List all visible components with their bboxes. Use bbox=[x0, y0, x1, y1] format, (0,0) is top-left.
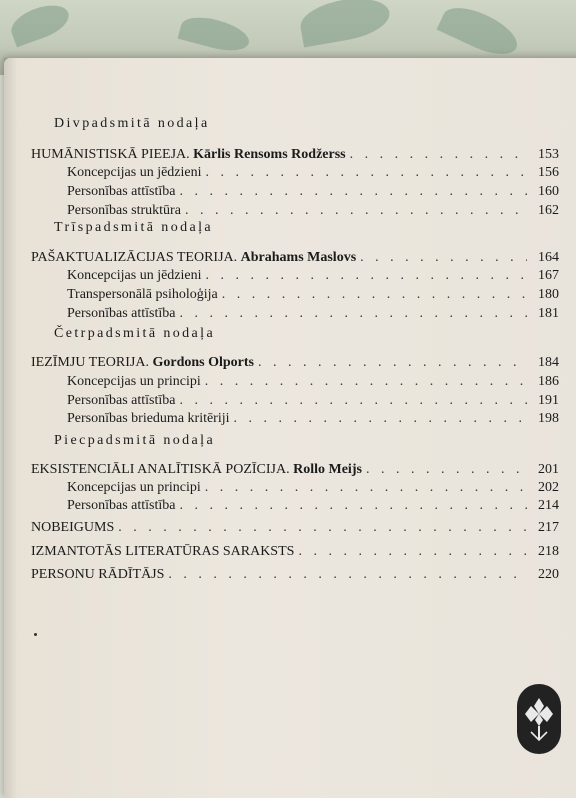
entry-title: Koncepcijas un jēdzieni bbox=[67, 165, 202, 180]
entry-author: Kārlis Rensoms Rodžerss bbox=[193, 147, 346, 162]
toc-subentry bbox=[67, 267, 559, 285]
page-number: 167 bbox=[538, 268, 559, 283]
page-number: 202 bbox=[538, 480, 559, 495]
leader-dots bbox=[206, 164, 527, 182]
page-number: 164 bbox=[538, 250, 559, 265]
toc-subentry bbox=[67, 202, 559, 220]
toc-entry bbox=[31, 249, 559, 267]
leader-dots bbox=[258, 354, 527, 372]
page-number: 198 bbox=[538, 411, 559, 426]
page-number: 181 bbox=[538, 306, 559, 321]
toc-entry bbox=[31, 566, 559, 584]
entry-title: IZMANTOTĀS LITERATŪRAS SARAKSTS bbox=[31, 544, 295, 559]
entry-title: IEZĪMJU TEORIJA. bbox=[31, 355, 149, 370]
toc-entry bbox=[31, 461, 559, 479]
leader-dots bbox=[350, 146, 527, 164]
entry-author: Abrahams Maslovs bbox=[240, 250, 357, 265]
page-number: 184 bbox=[538, 355, 559, 370]
entry-title: Koncepcijas un principi bbox=[67, 374, 201, 389]
leader-dots bbox=[205, 479, 527, 497]
entry-author: Gordons Olports bbox=[152, 355, 254, 370]
leader-dots bbox=[185, 202, 527, 220]
leader-dots bbox=[360, 249, 527, 267]
chapter-heading: Piecpadsmitā nodaļa bbox=[54, 433, 216, 448]
entry-title: NOBEIGUMS bbox=[31, 520, 115, 535]
entry-title: PERSONU RĀDĪTĀJS bbox=[31, 567, 165, 582]
entry-author: Rollo Meijs bbox=[293, 462, 362, 477]
leader-dots bbox=[234, 410, 527, 428]
entry-title: Personības attīstība bbox=[67, 498, 176, 513]
entry-title: Transpersonālā psiholoģija bbox=[67, 287, 218, 302]
toc-entry bbox=[31, 543, 559, 561]
toc-subentry bbox=[67, 164, 559, 182]
page-number: 162 bbox=[538, 203, 559, 218]
page-number: 153 bbox=[538, 147, 559, 162]
leader-dots bbox=[180, 183, 528, 201]
leader-dots bbox=[206, 267, 527, 285]
leader-dots bbox=[180, 305, 528, 323]
page-number: 201 bbox=[538, 462, 559, 477]
leader-dots bbox=[118, 519, 527, 537]
entry-title: HUMĀNISTISKĀ PIEEJA. bbox=[31, 147, 190, 162]
chapter-heading: Trīspadsmitā nodaļa bbox=[54, 220, 214, 235]
leader-dots bbox=[180, 392, 528, 410]
toc-subentry bbox=[67, 286, 559, 304]
leader-dots bbox=[180, 497, 528, 515]
leader-dots bbox=[366, 461, 527, 479]
page-number: 214 bbox=[538, 498, 559, 513]
chapter-heading: Divpadsmitā nodaļa bbox=[54, 116, 210, 131]
entry-title: Koncepcijas un principi bbox=[67, 480, 201, 495]
toc-subentry bbox=[67, 410, 559, 428]
entry-title: Personības attīstība bbox=[67, 306, 176, 321]
entry-title: EKSISTENCIĀLI ANALĪTISKĀ POZĪCIJA. bbox=[31, 462, 290, 477]
page-number: 186 bbox=[538, 374, 559, 389]
page-number: 218 bbox=[538, 544, 559, 559]
page-number: 160 bbox=[538, 184, 559, 199]
page-number: 191 bbox=[538, 393, 559, 408]
ink-speck bbox=[34, 633, 37, 636]
page-number: 217 bbox=[538, 520, 559, 535]
toc-entry bbox=[31, 146, 559, 164]
chapter-heading: Četrpadsmitā nodaļa bbox=[54, 326, 216, 341]
entry-title: Personības attīstība bbox=[67, 393, 176, 408]
entry-title: PAŠAKTUALIZĀCIJAS TEORIJA. bbox=[31, 250, 238, 265]
toc-subentry bbox=[67, 497, 559, 515]
page-number: 180 bbox=[538, 287, 559, 302]
toc-subentry bbox=[67, 373, 559, 391]
entry-title: Koncepcijas un jēdzieni bbox=[67, 268, 202, 283]
toc-entry bbox=[31, 519, 559, 537]
toc-entry bbox=[31, 354, 559, 372]
leader-dots bbox=[222, 286, 527, 304]
flower-logo-icon bbox=[517, 684, 561, 754]
page-number: 156 bbox=[538, 165, 559, 180]
toc-subentry bbox=[67, 392, 559, 410]
entry-title: Personības attīstība bbox=[67, 184, 176, 199]
entry-title: Personības struktūra bbox=[67, 203, 181, 218]
page-number: 220 bbox=[538, 567, 559, 582]
leader-dots bbox=[205, 373, 527, 391]
toc-subentry bbox=[67, 305, 559, 323]
toc-subentry bbox=[67, 479, 559, 497]
leader-dots bbox=[168, 566, 527, 584]
leader-dots bbox=[298, 543, 527, 561]
entry-title: Personības brieduma kritēriji bbox=[67, 411, 230, 426]
toc-subentry bbox=[67, 183, 559, 201]
